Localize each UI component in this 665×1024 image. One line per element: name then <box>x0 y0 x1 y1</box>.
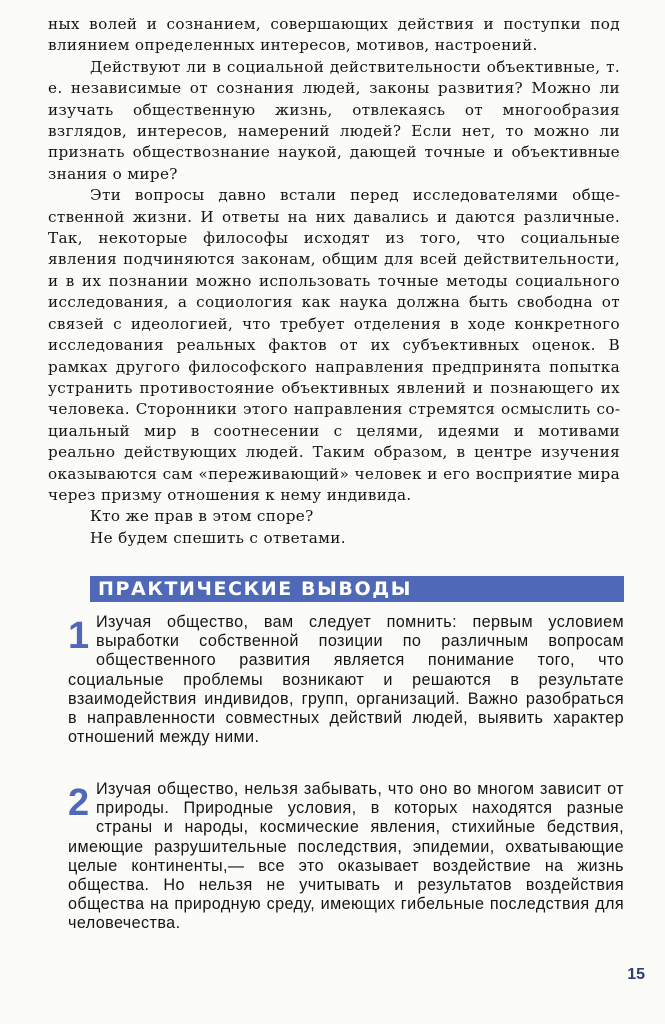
conclusion-number: 1 <box>68 615 90 657</box>
main-text <box>48 14 620 549</box>
section-heading-label: ПРАКТИЧЕСКИЕ ВЫВОДЫ <box>98 578 413 600</box>
conclusion-text: Изучая общество, вам следует помнить: первым условием выработки собственной позиции по различным вопросам общественного развития является понимание того, что социальные проблемы возникают и решаются в результате взаимодействия индивидов, групп, организаций. Важно разобраться в направленности совместных действий людей, выявить характер отношений между ними. <box>68 613 624 747</box>
paragraph-continuation: ных волей и сознанием, совершающих действия и поступки под влиянием определенных интересов, мотивов, настроений. <box>48 15 620 55</box>
conclusion-item <box>68 780 624 934</box>
conclusion-number: 2 <box>68 782 90 824</box>
conclusion-text: Изучая общество, нельзя забывать, что оно во многом зависит от природы. Природные условия, в которых находятся разные страны и народы, космические явления, стихийные бедствия, имеющие разрушительные последствия, эпидемии, охватывающие целые континенты,— все это оказывает воздействие на жизнь общества. Но нельзя не учитывать и результатов воздействия общества на природную среду, имеющих гибельные последствия для человечества. <box>68 780 624 933</box>
paragraph-no-hurry: Не будем спешить с ответами. <box>90 528 346 547</box>
paragraph-questions: Действуют ли в социальной действительности объективные, т. е. независимые от сознания людей, законы развития? Можно ли изучать общественную жизнь, отвлекаясь от многообразия взглядов, интересов, намерений людей? Если нет, то можно ли признать обществознание наукой, дающей точные и объективные знания о мире? <box>48 57 620 183</box>
paragraph-approaches: Эти вопросы давно встали перед исследователями общественной жизни. И ответы на них давались и даются различные. Так, некоторые философы исходят из того, что социальные явления подчиняются законам, общим для всей действительности, и в их познании можно использовать точные методы социального исследования, а социология как наука должна быть свободна от связей с идеологией, что требует отделения в ходе конкретного исследования реальных фактов от их субъективных оценок. В рамках другого философского направления предпринята попытка устранить противостояние объективных явлений и познающего их человека. Сторонники этого направления стремятся осмыслить социальный мир в соотнесении с целями, идеями и мотивами реально действующих людей. Таким образом, в центре изучения оказываются сам «переживающий» человек и его восприятие мира через призму отношения к нему индивида. <box>48 186 620 504</box>
practical-conclusions-heading <box>90 576 624 602</box>
paragraph-who-is-right: Кто же прав в этом споре? <box>90 507 314 526</box>
conclusion-item <box>68 613 624 747</box>
page-number: 15 <box>627 966 645 983</box>
